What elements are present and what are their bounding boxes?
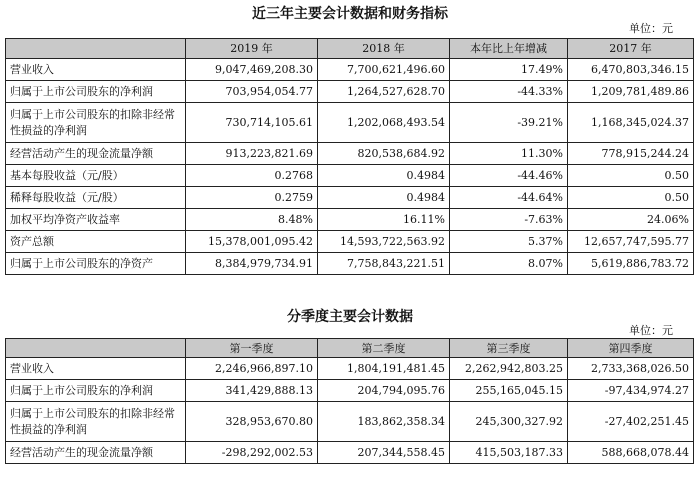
table-row [6,165,694,187]
row-label: 归属于上市公司股东的净利润 [6,380,186,402]
cell-value: 0.50 [568,165,694,187]
annual-table-title: 近三年主要会计数据和财务指标 [252,6,448,22]
cell-value: 730,714,105.61 [186,103,318,143]
table-row [6,380,694,402]
quarterly-table-title: 分季度主要会计数据 [287,309,413,325]
cell-value: 328,953,670.80 [186,402,318,442]
cell-value: 207,344,558.45 [318,442,450,464]
cell-value: -27,402,251.45 [568,402,694,442]
cell-value: 2,733,368,026.50 [568,358,694,380]
cell-value: 17.49% [450,59,568,81]
header-cell: 第三季度 [450,339,568,358]
cell-value: 703,954,054.77 [186,81,318,103]
row-label: 归属于上市公司股东的扣除非经常性损益的净利润 [6,402,186,442]
cell-value: 16.11% [318,209,450,231]
cell-value: 255,165,045.15 [450,380,568,402]
table-row [6,209,694,231]
cell-value: 2,262,942,803.25 [450,358,568,380]
header-cell: 第一季度 [186,339,318,358]
cell-value: 0.2768 [186,165,318,187]
cell-value: -298,292,002.53 [186,442,318,464]
table-row [6,253,694,275]
table-row [6,143,694,165]
header-cell: 2017 年 [568,39,694,59]
row-label: 归属于上市公司股东的净利润 [6,81,186,103]
cell-value: 1,264,527,628.70 [318,81,450,103]
table-row [6,187,694,209]
row-label: 营业收入 [6,358,186,380]
table-row [6,59,694,81]
cell-value: 8.48% [186,209,318,231]
header-cell: 2019 年 [186,39,318,59]
cell-value: 7,758,843,221.51 [318,253,450,275]
table-header-row [6,39,694,59]
cell-value: -44.33% [450,81,568,103]
annual-unit-label: 单位：元 [629,22,673,35]
cell-value: 2,246,966,897.10 [186,358,318,380]
cell-value: 24.06% [568,209,694,231]
cell-value: 9,047,469,208.30 [186,59,318,81]
cell-value: 183,862,358.34 [318,402,450,442]
cell-value: -7.63% [450,209,568,231]
cell-value: 6,470,803,346.15 [568,59,694,81]
header-cell [6,339,186,358]
row-label: 资产总额 [6,231,186,253]
cell-value: 7,700,621,496.60 [318,59,450,81]
row-label: 稀释每股收益（元/股） [6,187,186,209]
cell-value: 1,168,345,024.37 [568,103,694,143]
cell-value: 8,384,979,734.91 [186,253,318,275]
cell-value: -44.46% [450,165,568,187]
row-label: 加权平均净资产收益率 [6,209,186,231]
quarterly-financial-table [5,338,694,464]
cell-value: 245,300,327.92 [450,402,568,442]
cell-value: 820,538,684.92 [318,143,450,165]
table-row [6,81,694,103]
row-label: 基本每股收益（元/股） [6,165,186,187]
cell-value: 5,619,886,783.72 [568,253,694,275]
table-row [6,402,694,442]
cell-value: -39.21% [450,103,568,143]
cell-value: 14,593,722,563.92 [318,231,450,253]
header-cell: 本年比上年增减 [450,39,568,59]
cell-value: 0.50 [568,187,694,209]
header-cell: 第二季度 [318,339,450,358]
header-cell: 2018 年 [318,39,450,59]
cell-value: 778,915,244.24 [568,143,694,165]
cell-value: -97,434,974.27 [568,380,694,402]
table-header-row [6,339,694,358]
cell-value: 8.07% [450,253,568,275]
cell-value: 588,668,078.44 [568,442,694,464]
cell-value: 1,202,068,493.54 [318,103,450,143]
cell-value: 415,503,187.33 [450,442,568,464]
cell-value: 204,794,095.76 [318,380,450,402]
table-row [6,231,694,253]
cell-value: -44.64% [450,187,568,209]
cell-value: 0.2759 [186,187,318,209]
cell-value: 1,209,781,489.86 [568,81,694,103]
cell-value: 341,429,888.13 [186,380,318,402]
cell-value: 0.4984 [318,165,450,187]
row-label: 经营活动产生的现金流量净额 [6,442,186,464]
annual-financial-table [5,38,694,275]
row-label: 归属于上市公司股东的扣除非经常性损益的净利润 [6,103,186,143]
cell-value: 15,378,001,095.42 [186,231,318,253]
row-label: 归属于上市公司股东的净资产 [6,253,186,275]
row-label: 营业收入 [6,59,186,81]
cell-value: 913,223,821.69 [186,143,318,165]
table-row [6,358,694,380]
quarterly-unit-label: 单位：元 [629,324,673,337]
cell-value: 12,657,747,595.77 [568,231,694,253]
cell-value: 1,804,191,481.45 [318,358,450,380]
table-row [6,442,694,464]
row-label: 经营活动产生的现金流量净额 [6,143,186,165]
table-row [6,103,694,143]
cell-value: 11.30% [450,143,568,165]
cell-value: 5.37% [450,231,568,253]
cell-value: 0.4984 [318,187,450,209]
header-cell [6,39,186,59]
header-cell: 第四季度 [568,339,694,358]
